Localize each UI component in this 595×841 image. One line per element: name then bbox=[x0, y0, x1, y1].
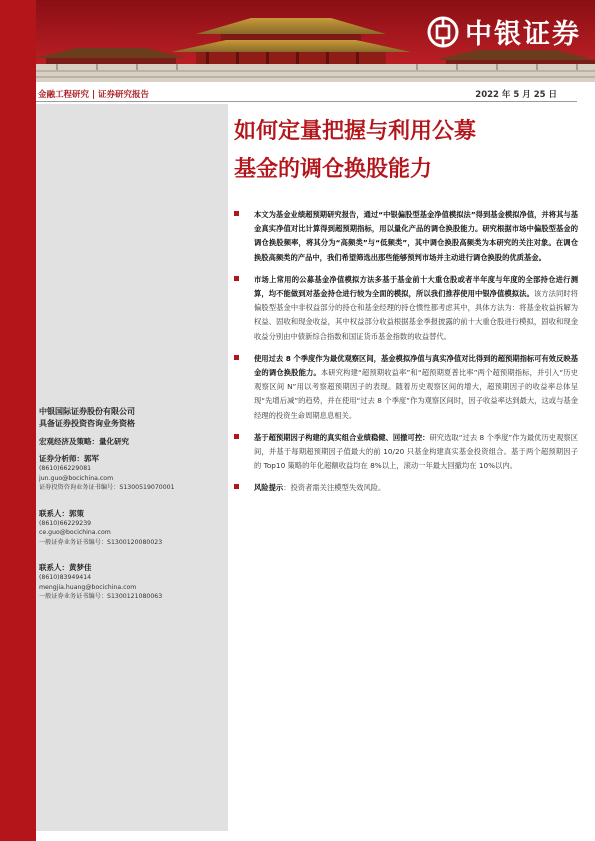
bullet-square-icon bbox=[234, 355, 239, 360]
firm-name: 中银国际证券股份有限公司 bbox=[39, 407, 135, 416]
brand-name: 中银证券 bbox=[465, 19, 581, 50]
analyst-cert: 证券投资咨询业务证书编号：S1300519070001 bbox=[39, 484, 175, 491]
header-photo-forbidden-city bbox=[36, 0, 595, 82]
bullet-item bbox=[234, 352, 578, 423]
bullet-text: 基于超预期因子构建的真实组合业绩稳健、回撤可控：研究选取“过去 8 个季度”作为最优历史观察区间，并基于每期超预期因子值最大的前 10/20 只基金构建真实基金投资组合。基于两个超预期因子的 Top10 策略的年化超额收益均在 8%以上，滚动一年最大回撤均在 10%以内。 bbox=[254, 432, 579, 471]
title-line-1: 如何定量把握与利用公募 bbox=[234, 118, 477, 144]
contact-phone: (8610)83949414 bbox=[39, 574, 92, 581]
report-category: 金融工程研究 | 证券研究报告 bbox=[38, 90, 150, 100]
contact-email[interactable]: mengjia.huang@bocichina.com bbox=[39, 583, 137, 591]
bullet-text: 使用过去 8 个季度作为最优观察区间，基金模拟净值与真实净值对比得到的超预期指标可有效反映基金的调仓换股能力。本研究构建“超预期收益率”和“超预期夏普比率”两个超预期指标，并引入“历史观察区间 N”用以考察超预期因子的表现。随着历史观察区间的增大，超预期因子的收益率总体呈现“先增后减”的趋势，并在使用“过去 8 个季度”作为观察区间时，因子收益率达到最大，这或与基金经理的投资生命周期息息相关。 bbox=[254, 353, 578, 420]
bullet-square-icon bbox=[234, 211, 239, 216]
sidebar-contacts bbox=[39, 406, 224, 602]
bullet-square-icon bbox=[234, 434, 239, 439]
bullet-item bbox=[234, 481, 578, 495]
boc-logo-icon bbox=[427, 16, 459, 48]
left-red-band bbox=[0, 0, 36, 841]
analyst-role: 证券分析师：郭军 bbox=[39, 454, 99, 463]
report-date: 2022 年 5 月 25 日 bbox=[475, 90, 557, 100]
contact-email[interactable]: ce.guo@bocichina.com bbox=[39, 529, 111, 536]
bullet-item bbox=[234, 208, 578, 265]
firm-license: 具备证券投资咨询业务资格 bbox=[39, 419, 135, 428]
analyst-email[interactable]: jun.guo@bocichina.com bbox=[39, 474, 114, 482]
bullet-square-icon bbox=[234, 484, 239, 489]
bullet-item bbox=[234, 431, 578, 474]
contact-role: 联系人：黄梦佳 bbox=[39, 563, 92, 572]
bullet-square-icon bbox=[234, 276, 239, 281]
summary-bullets bbox=[234, 208, 578, 504]
analyst-phone: (8610)66229081 bbox=[39, 465, 92, 472]
category-bar bbox=[36, 88, 577, 102]
bullet-text: 市场上常用的公募基金净值模拟方法多基于基金前十大重仓股或者半年度与年度的全部持仓进行测算，均不能做到对基金持仓进行较为全面的模拟，所以我们推荐使用中银净值模拟法。该方法同时将偏股型基金中非权益部分的持仓和基金经理的持仓惯性都考虑其中，具体方法为：将基金收益拆解为权益、固收和现金收益，其中权益部分收益根据基金季报披露的前十大重仓股进行模拟，固收和现金收益分别由中债新综合指数和国证货币基金指数的收益替代。 bbox=[254, 274, 578, 341]
contact-cert: 一般证券业务证书编号：S1300120080023 bbox=[39, 538, 163, 546]
contact-cert: 一般证券业务证书编号：S1300121080063 bbox=[39, 593, 163, 600]
bullet-text: 本文为基金业绩超预期研究报告，通过“中银偏股型基金净值模拟法”得到基金模拟净值，并将其与基金真实净值对比计算得到超预期指标，用以量化产品的调仓换股能力。研究根据市场中偏股型基金的调仓换股频率，将其分为“高频类”与“低频类”，其中调仓换股高频类为本研究的关注对象。在调仓换股高频类的产品中，我们希望筛选出那些能够预判市场并主动进行调仓换股的优质基金。 bbox=[254, 210, 578, 262]
brand-logo bbox=[427, 12, 581, 51]
bullet-item bbox=[234, 273, 578, 344]
bullet-text: 风险提示：投资者需关注模型失效风险。 bbox=[254, 483, 386, 493]
contact-phone: (8610)66229239 bbox=[39, 519, 92, 527]
contact-role: 联系人：郭策 bbox=[39, 508, 84, 518]
report-title bbox=[234, 112, 579, 188]
strategy-label: 宏观经济及策略：量化研究 bbox=[39, 437, 129, 446]
title-line-2: 基金的调仓换股能力 bbox=[234, 156, 433, 182]
